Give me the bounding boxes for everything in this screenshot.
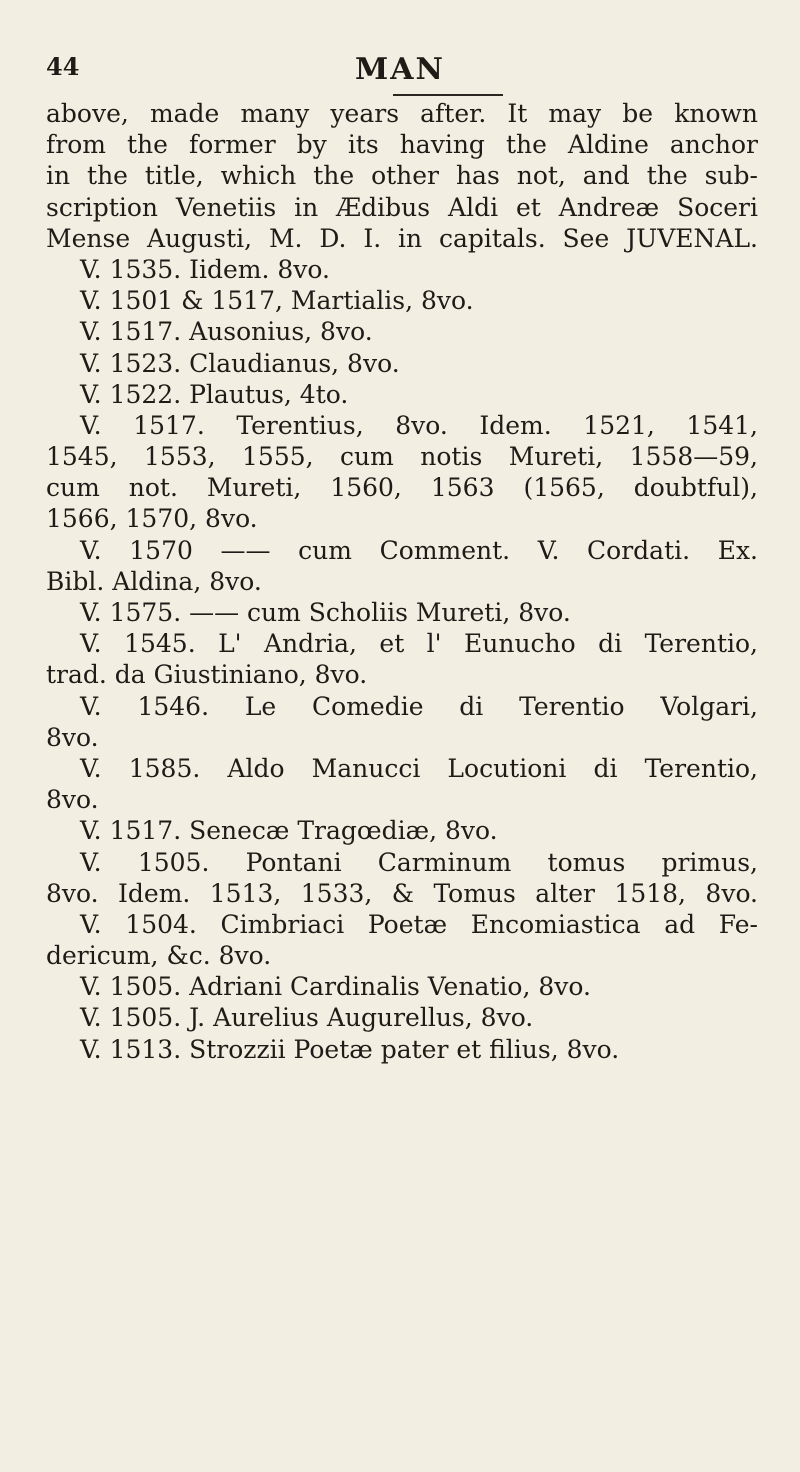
running-head: MAN (355, 52, 445, 87)
text-line: V. 1546. Le Comedie di Terentio Volgari, (80, 691, 758, 721)
page-number: 44 (46, 52, 80, 81)
text-line: above, made many years after. It may be known (46, 99, 758, 128)
text-line: 1545, 1553, 1555, cum notis Mureti, 1558—59, (46, 442, 758, 472)
text-line: scription Venetiis in Ædibus Aldi et Andreæ Soceri (46, 192, 758, 222)
text-line: 8vo. (46, 785, 99, 815)
text-line: V. 1505. Adriani Cardinalis Venatio, 8vo. (80, 972, 591, 1002)
text-line: 1566, 1570, 8vo. (46, 504, 258, 534)
text-line: Bibl. Aldina, 8vo. (46, 566, 262, 596)
text-line: V. 1505. J. Aurelius Augurellus, 8vo. (80, 1003, 534, 1033)
text-line: V. 1545. L' Andria, et l' Eunucho di Terentio, (80, 629, 758, 659)
text-line: from the former by its having the Aldine anchor (46, 130, 758, 160)
text-line: V. 1517. Terentius, 8vo. Idem. 1521, 1541, (80, 410, 758, 440)
text-line: V. 1585. Aldo Manucci Locutioni di Terentio, (80, 753, 758, 783)
text-line: V. 1504. Cimbriaci Poetæ Encomiastica ad Fe- (80, 909, 758, 939)
text-line: V. 1575. —— cum Scholiis Mureti, 8vo. (80, 598, 571, 627)
text-line: 8vo. (46, 722, 99, 752)
text-line: V. 1501 & 1517, Martialis, 8vo. (80, 286, 474, 316)
text-line: V. 1517. Ausonius, 8vo. (80, 317, 373, 347)
text-line: Mense Augusti, M. D. I. in capitals. See JUVENAL. (46, 223, 758, 253)
text-line: trad. da Giustiniano, 8vo. (46, 660, 368, 690)
text-line: V. 1517. Senecæ Tragœdiæ, 8vo. (80, 816, 498, 846)
text-line: V. 1513. Strozzii Poetæ pater et filius, 8vo. (80, 1034, 620, 1064)
text-line: V. 1505. Pontani Carminum tomus primus, (80, 847, 758, 877)
text-line: cum not. Mureti, 1560, 1563 (1565, doubtful), (46, 473, 758, 503)
page-body (46, 98, 758, 1065)
text-line: V. 1570 —— cum Comment. V. Cordati. Ex. (80, 535, 758, 565)
header-rule (393, 94, 503, 96)
text-line: 8vo. Idem. 1513, 1533, & Tomus alter 1518, 8vo. (46, 878, 758, 908)
text-line: V. 1523. Claudianus, 8vo. (80, 348, 400, 378)
text-line: V. 1535. Iidem. 8vo. (80, 254, 330, 284)
text-line: V. 1522. Plautus, 4to. (80, 379, 349, 409)
text-line: dericum, &c. 8vo. (46, 941, 272, 971)
page-header (46, 52, 754, 94)
text-line: in the title, which the other has not, and the sub- (46, 161, 758, 191)
